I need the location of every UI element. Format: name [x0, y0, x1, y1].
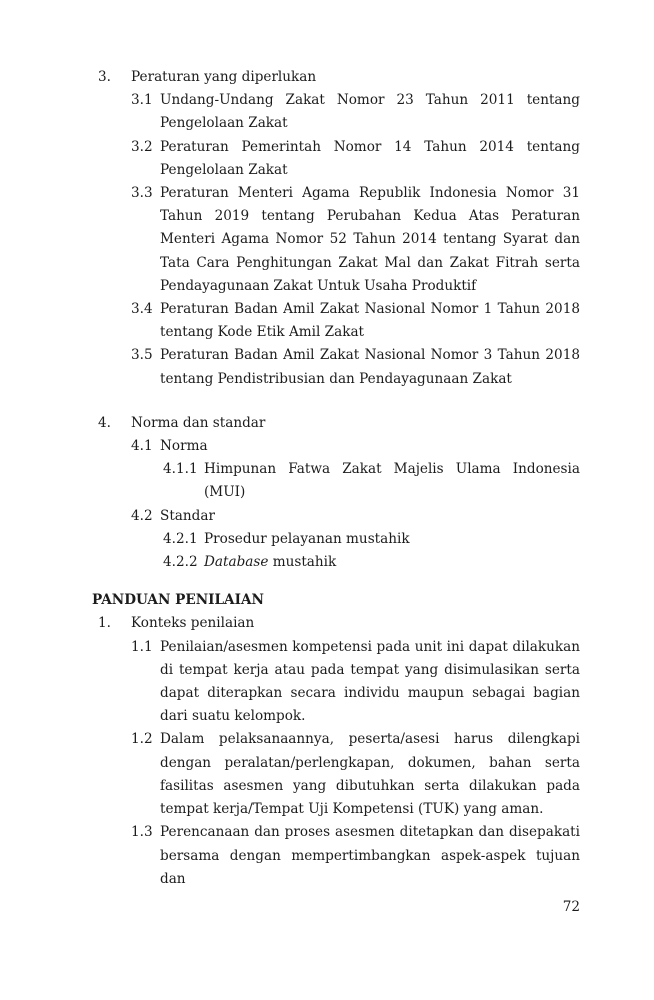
list-item: [163, 528, 580, 551]
section-title: Konteks penilaian: [131, 615, 255, 632]
section-title: Peraturan yang diperlukan: [131, 69, 317, 85]
list-item: [131, 728, 580, 821]
list-item-text: Peraturan Badan Amil Zakat Nasional Nomor 3 Tahun 2018 tentang Pendistribusian dan Pendayagunaan Zakat: [160, 347, 580, 387]
list-item-text: [204, 551, 580, 574]
list-item-text: Prosedur pelayanan mustahik: [204, 530, 410, 547]
list-item-text: Norma: [160, 438, 208, 455]
list-item-number: 3.2: [131, 138, 153, 155]
list-item-number: 4.2: [131, 507, 153, 524]
list-item: [131, 821, 580, 891]
section-peraturan: [92, 66, 580, 391]
list-item-number: 1.3: [131, 824, 153, 841]
list-item-number: 3.3: [131, 185, 153, 202]
list-item-text: Penilaian/asesmen kompetensi pada unit ini dapat dilakukan di tempat kerja atau pada tempat yang disimulasikan serta dapat diterapkan secara individu maupun sebagai bagian dari suatu kelompok.: [160, 638, 580, 725]
section-number: 1.: [98, 615, 111, 632]
list-item: [131, 298, 580, 344]
list-item-number: 4.2.1: [163, 530, 198, 547]
section-heading: [92, 412, 580, 435]
section-panduan-penilaian: [92, 589, 580, 891]
list-item-number: 4.2.2: [163, 554, 198, 571]
list-item-number: 4.1.1: [163, 461, 198, 478]
list-item-text: Perencanaan dan proses asesmen ditetapkan dan disepakati bersama dengan mempertimbangkan aspek-aspek tujuan dan: [160, 824, 580, 887]
section-norma-standar: [92, 412, 580, 574]
list-item: [131, 636, 580, 729]
list-item-text: Peraturan Badan Amil Zakat Nasional Nomor 1 Tahun 2018 tentang Kode Etik Amil Zakat: [160, 301, 580, 341]
list-item: [131, 344, 580, 390]
term-rest: mustahik: [268, 554, 337, 571]
list-item-text: Undang-Undang Zakat Nomor 23 Tahun 2011 tentang Pengelolaan Zakat: [160, 92, 580, 132]
list-item: [131, 435, 580, 458]
list-item-number: 1.2: [131, 731, 153, 748]
list-item: [131, 182, 580, 298]
list-item-text: Dalam pelaksanaannya, peserta/asesi harus dilengkapi dengan peralatan/perlengkapan, dokumen, bahan serta fasilitas asesmen yang dibutuhkan serta dilakukan pada tempat kerja/Tempat Uji Kompetensi (TUK) yang aman.: [160, 731, 580, 818]
list-item: [131, 505, 580, 528]
list-item-number: 1.1: [131, 638, 153, 655]
list-item-text: Peraturan Pemerintah Nomor 14 Tahun 2014 tentang Pengelolaan Zakat: [160, 138, 580, 178]
page-number: 72: [562, 899, 580, 915]
list-item: [131, 136, 580, 182]
list-item: [163, 551, 580, 574]
list-item-number: 3.4: [131, 301, 153, 318]
section-number: 4.: [98, 414, 111, 431]
section-heading: [92, 66, 580, 89]
list-item-number: 3.1: [131, 92, 153, 109]
list-item-number: 4.1: [131, 438, 153, 455]
list-item-number: 3.5: [131, 347, 153, 364]
page-content: [92, 66, 580, 891]
list-item-text: Standar: [160, 507, 215, 524]
list-item: [163, 458, 580, 504]
list-item: [131, 89, 580, 135]
section-heading: [92, 612, 580, 635]
list-item-text: Himpunan Fatwa Zakat Majelis Ulama Indonesia (MUI): [204, 461, 580, 501]
italic-term: Database: [204, 554, 269, 571]
panduan-penilaian-heading: PANDUAN PENILAIAN: [92, 592, 264, 609]
section-title: Norma dan standar: [131, 414, 266, 431]
list-item-text: Peraturan Menteri Agama Republik Indonesia Nomor 31 Tahun 2019 tentang Perubahan Kedua Atas Peraturan Menteri Agama Nomor 52 Tahun 2014 tentang Syarat dan Tata Cara Penghitungan Zakat Mal dan Zakat Fitrah serta Pendayagunaan Zakat Untuk Usaha Produktif: [160, 185, 580, 294]
section-number: 3.: [98, 69, 111, 85]
